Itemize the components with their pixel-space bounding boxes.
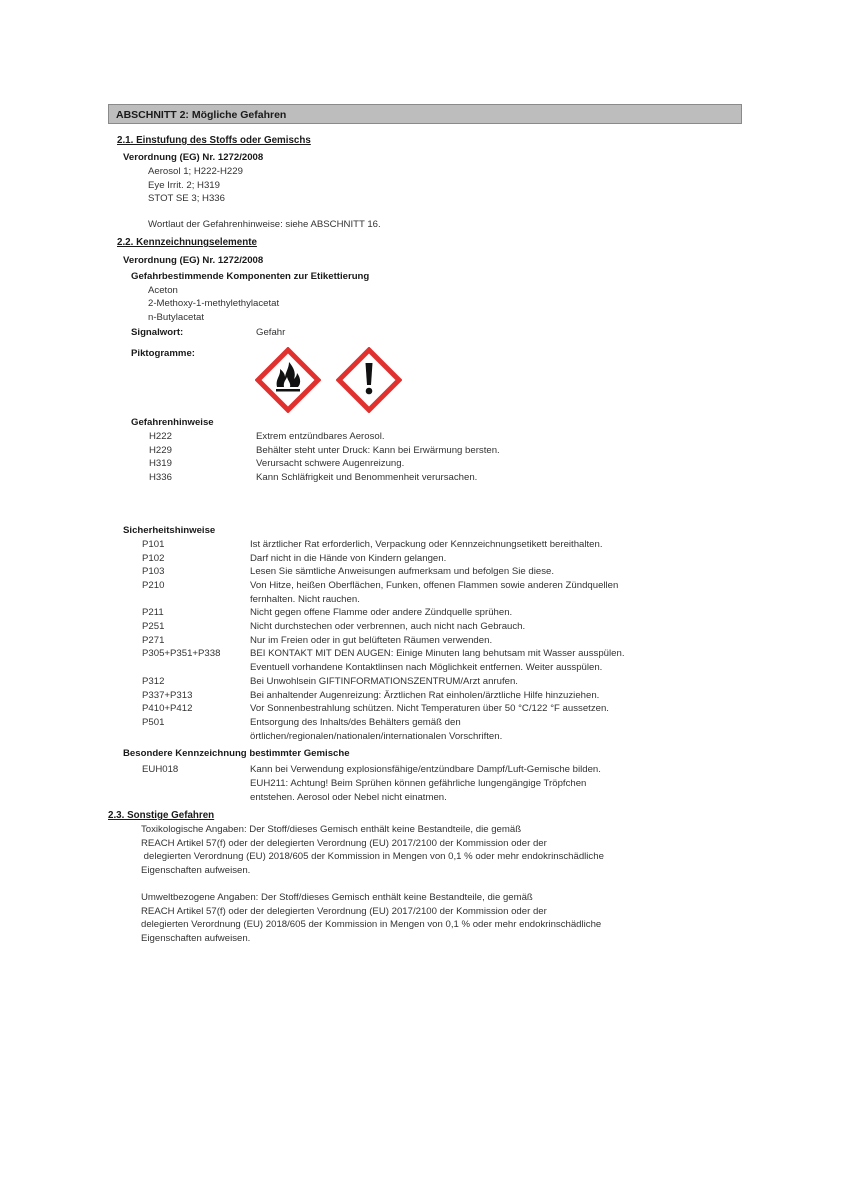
hazard-code: H222	[149, 431, 172, 442]
precaution-text: Bei anhaltender Augenreizung: Ärztlichen Rat einholen/ärztliche Hilfe hinzuziehen.	[250, 690, 600, 701]
heading-2-1: 2.1. Einstufung des Stoffs oder Gemischs	[117, 135, 311, 146]
precaution-text: Lesen Sie sämtliche Anweisungen aufmerksam und befolgen Sie diese.	[250, 566, 554, 577]
component-3: n-Butylacetat	[148, 312, 204, 323]
text-line: delegierten Verordnung (EU) 2018/605 der Kommission in Mengen von 0,1 % oder mehr endokrinschädliche	[141, 851, 604, 862]
precaution-code: P210	[142, 580, 165, 591]
precaution-text: Bei Unwohlsein GIFTINFORMATIONSZENTRUM/Arzt anrufen.	[250, 676, 518, 687]
special-text: EUH211: Achtung! Beim Sprühen können gefährliche lungengängige Tröpfchen	[250, 778, 587, 789]
classification-1: Aerosol 1; H222-H229	[148, 166, 243, 177]
text-line: Toxikologische Angaben: Der Stoff/dieses Gemisch enthält keine Bestandteile, die gemäß	[141, 824, 522, 835]
precaution-text: Nicht durchstechen oder verbrennen, auch nicht nach Gebrauch.	[250, 621, 526, 632]
hazard-statements-label: Gefahrenhinweise	[131, 417, 214, 428]
text-line: Umweltbezogene Angaben: Der Stoff/dieses Gemisch enthält keine Bestandteile, die gemäß	[141, 892, 533, 903]
flame-icon	[255, 347, 321, 413]
precautionary-statements-label: Sicherheitshinweise	[123, 525, 216, 536]
regulation-2-2: Verordnung (EG) Nr. 1272/2008	[123, 255, 264, 266]
text-line: REACH Artikel 57(f) oder der delegierten Verordnung (EU) 2017/2100 der Kommission oder der	[141, 838, 547, 849]
hazard-text: Extrem entzündbares Aerosol.	[256, 431, 385, 442]
special-text: entstehen. Aerosol oder Nebel nicht einatmen.	[250, 792, 447, 803]
regulation-2-1: Verordnung (EG) Nr. 1272/2008	[123, 152, 264, 163]
precaution-code: P410+P412	[142, 703, 193, 714]
component-2: 2-Methoxy-1-methylethylacetat	[148, 298, 280, 309]
precaution-code: P251	[142, 621, 165, 632]
special-labelling-label: Besondere Kennzeichnung bestimmter Gemische	[123, 748, 350, 759]
precaution-code: P337+P313	[142, 690, 193, 701]
precaution-text: BEI KONTAKT MIT DEN AUGEN: Einige Minuten lang behutsam mit Wasser ausspülen.	[250, 648, 625, 659]
text-line: Eigenschaften aufweisen.	[141, 865, 251, 876]
classification-2: Eye Irrit. 2; H319	[148, 180, 220, 191]
precaution-code: P305+P351+P338	[142, 648, 221, 659]
section-title: ABSCHNITT 2: Mögliche Gefahren	[116, 109, 287, 121]
text-line: delegierten Verordnung (EU) 2018/605 der Kommission in Mengen von 0,1 % oder mehr endokrinschädliche	[141, 919, 602, 930]
precaution-text: Nicht gegen offene Flamme oder andere Zündquelle sprühen.	[250, 607, 513, 618]
hazard-code: H336	[149, 472, 172, 483]
components-label: Gefahrbestimmende Komponenten zur Etikettierung	[131, 271, 370, 282]
precaution-text: Ist ärztlicher Rat erforderlich, Verpackung oder Kennzeichnungsetikett bereithalten.	[250, 539, 603, 550]
signal-value: Gefahr	[256, 327, 286, 338]
pictograms-label: Piktogramme:	[131, 348, 195, 359]
hazard-text: Kann Schläfrigkeit und Benommenheit verursachen.	[256, 472, 478, 483]
precaution-code: P312	[142, 676, 165, 687]
hazard-code: H319	[149, 458, 172, 469]
heading-2-2: 2.2. Kennzeichnungselemente	[117, 237, 257, 248]
component-1: Aceton	[148, 285, 178, 296]
precaution-text: Eventuell vorhandene Kontaktlinsen nach Möglichkeit entfernen. Weiter ausspülen.	[250, 662, 603, 673]
precaution-code: P211	[142, 607, 164, 618]
wording-note: Wortlaut der Gefahrenhinweise: siehe ABSCHNITT 16.	[148, 219, 381, 230]
section-header	[108, 104, 742, 124]
precaution-code: P102	[142, 553, 165, 564]
precaution-text: fernhalten. Nicht rauchen.	[250, 594, 360, 605]
hazard-text: Verursacht schwere Augenreizung.	[256, 458, 405, 469]
hazard-text: Behälter steht unter Druck: Kann bei Erwärmung bersten.	[256, 445, 500, 456]
classification-3: STOT SE 3; H336	[148, 193, 225, 204]
heading-2-3: 2.3. Sonstige Gefahren	[108, 810, 215, 821]
special-text: Kann bei Verwendung explosionsfähige/entzündbare Dampf/Luft-Gemische bilden.	[250, 764, 601, 775]
precaution-code: P103	[142, 566, 165, 577]
exclamation-mark-icon	[336, 347, 402, 413]
hazard-code: H229	[149, 445, 172, 456]
precaution-text: Vor Sonnenbestrahlung schützen. Nicht Temperaturen über 50 °C/122 °F aussetzen.	[250, 703, 609, 714]
precaution-text: örtlichen/regionalen/nationalen/internationalen Vorschriften.	[250, 731, 503, 742]
special-code: EUH018	[142, 764, 179, 775]
signal-label: Signalwort:	[131, 327, 184, 338]
precaution-text: Entsorgung des Inhalts/des Behälters gemäß den	[250, 717, 461, 728]
text-line: REACH Artikel 57(f) oder der delegierten Verordnung (EU) 2017/2100 der Kommission oder der	[141, 906, 547, 917]
precaution-text: Darf nicht in die Hände von Kindern gelangen.	[250, 553, 447, 564]
precaution-code: P271	[142, 635, 165, 646]
precaution-code: P501	[142, 717, 165, 728]
precaution-text: Nur im Freien oder in gut belüfteten Räumen verwenden.	[250, 635, 493, 646]
precaution-code: P101	[142, 539, 165, 550]
precaution-text: Von Hitze, heißen Oberflächen, Funken, offenen Flammen sowie anderen Zündquellen	[250, 580, 619, 591]
text-line: Eigenschaften aufweisen.	[141, 933, 251, 944]
